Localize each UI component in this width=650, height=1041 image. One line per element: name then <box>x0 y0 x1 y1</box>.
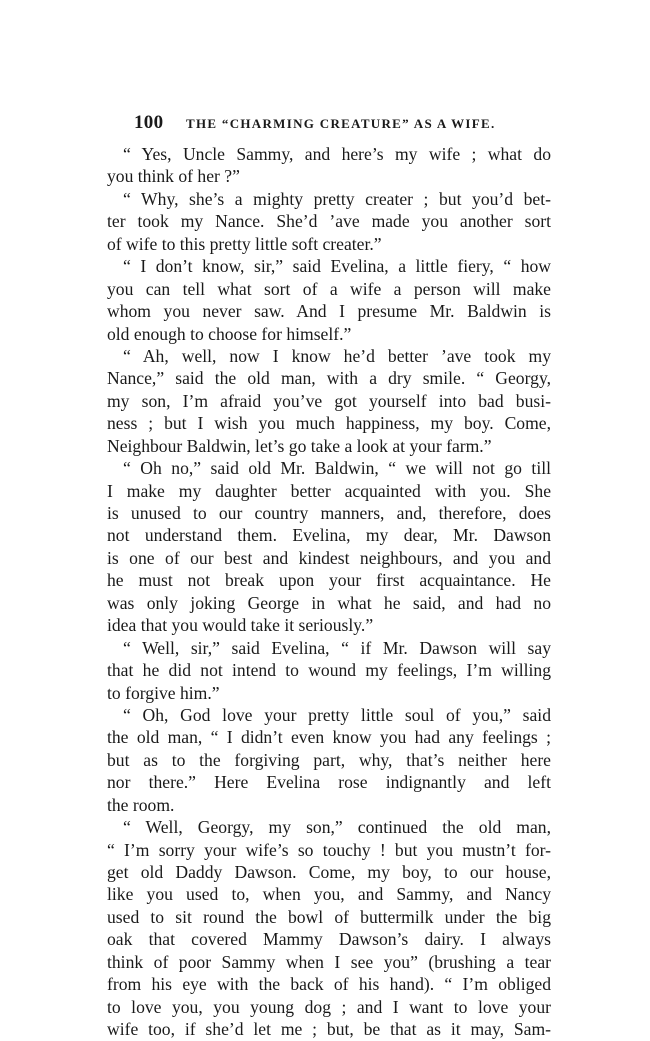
body-text <box>107 143 551 1041</box>
text-line: Nance,” said the old man, with a dry smile. “ Georgy, <box>107 368 551 389</box>
text-line: “ Ah, well, now I know he’d better ’ave took my <box>123 345 551 366</box>
page-number: 100 <box>134 112 164 133</box>
text-line: he must not break upon your first acquaintance. He <box>107 570 551 591</box>
text-line: of wife to this pretty little soft creater.” <box>107 233 382 254</box>
text-line: you can tell what sort of a wife a person will make <box>107 278 551 299</box>
text-line: “ Oh, God love your pretty little soul of you,” said <box>123 704 551 725</box>
text-line: the room. <box>107 794 175 815</box>
text-line: to love you, you young dog ; and I want to love your <box>107 996 551 1017</box>
text-line: not understand them. Evelina, my dear, Mr. Dawson <box>107 525 551 546</box>
text-line: you think of her ?” <box>107 166 240 187</box>
text-line: the old man, “ I didn’t even know you had any feelings ; <box>107 727 551 748</box>
text-line: think of poor Sammy when I see you” (brushing a tear <box>107 951 551 972</box>
text-line: nor there.” Here Evelina rose indignantly and left <box>107 772 551 793</box>
text-line: is unused to our country manners, and, therefore, does <box>107 503 551 523</box>
text-line: that he did not intend to wound my feelings, I’m willing <box>107 660 551 681</box>
page-header <box>134 112 534 138</box>
text-line: “ I don’t know, sir,” said Evelina, a little fiery, “ how <box>123 256 551 277</box>
text-line: “ Why, she’s a mighty pretty creater ; but you’d bet- <box>123 188 551 209</box>
text-line: ter took my Nance. She’d ’ave made you another sort <box>107 211 551 232</box>
running-title: THE “CHARMING CREATURE” AS A WIFE. <box>186 116 496 131</box>
text-line: I make my daughter better acquainted with you. She <box>107 480 551 501</box>
text-line: old enough to choose for himself.” <box>107 323 352 344</box>
text-line: “ Well, sir,” said Evelina, “ if Mr. Dawson will say <box>123 637 551 658</box>
text-line: “ Yes, Uncle Sammy, and here’s my wife ; what do <box>123 144 551 164</box>
text-line: Neighbour Baldwin, let’s go take a look at your farm.” <box>107 435 492 456</box>
text-line: like you used to, when you, and Sammy, and Nancy <box>107 884 551 905</box>
text-line: used to sit round the bowl of buttermilk under the big <box>107 906 551 927</box>
text-line: “ Well, Georgy, my son,” continued the old man, <box>123 817 551 838</box>
text-line: from his eye with the back of his hand). “ I’m obliged <box>107 974 551 995</box>
text-line: whom you never saw. And I presume Mr. Baldwin is <box>107 301 551 322</box>
text-line: my son, I’m afraid you’ve got yourself into bad busi- <box>107 390 551 411</box>
text-line: is one of our best and kindest neighbours, and you and <box>107 547 551 568</box>
text-line: “ I’m sorry your wife’s so touchy ! but you mustn’t for- <box>107 839 551 860</box>
text-line: wife too, if she’d let me ; but, be that as it may, Sam- <box>107 1019 551 1040</box>
text-line: was only joking George in what he said, and had no <box>107 592 551 613</box>
text-line: “ Oh no,” said old Mr. Baldwin, “ we will not go till <box>123 458 551 479</box>
text-line: ness ; but I wish you much happiness, my boy. Come, <box>107 413 551 434</box>
text-line: oak that covered Mammy Dawson’s dairy. I always <box>107 929 551 950</box>
text-line: to forgive him.” <box>107 682 220 703</box>
text-line: get old Daddy Dawson. Come, my boy, to our house, <box>107 862 551 882</box>
text-line: idea that you would take it seriously.” <box>107 615 374 636</box>
text-line: but as to the forgiving part, why, that’s neither here <box>107 749 551 770</box>
